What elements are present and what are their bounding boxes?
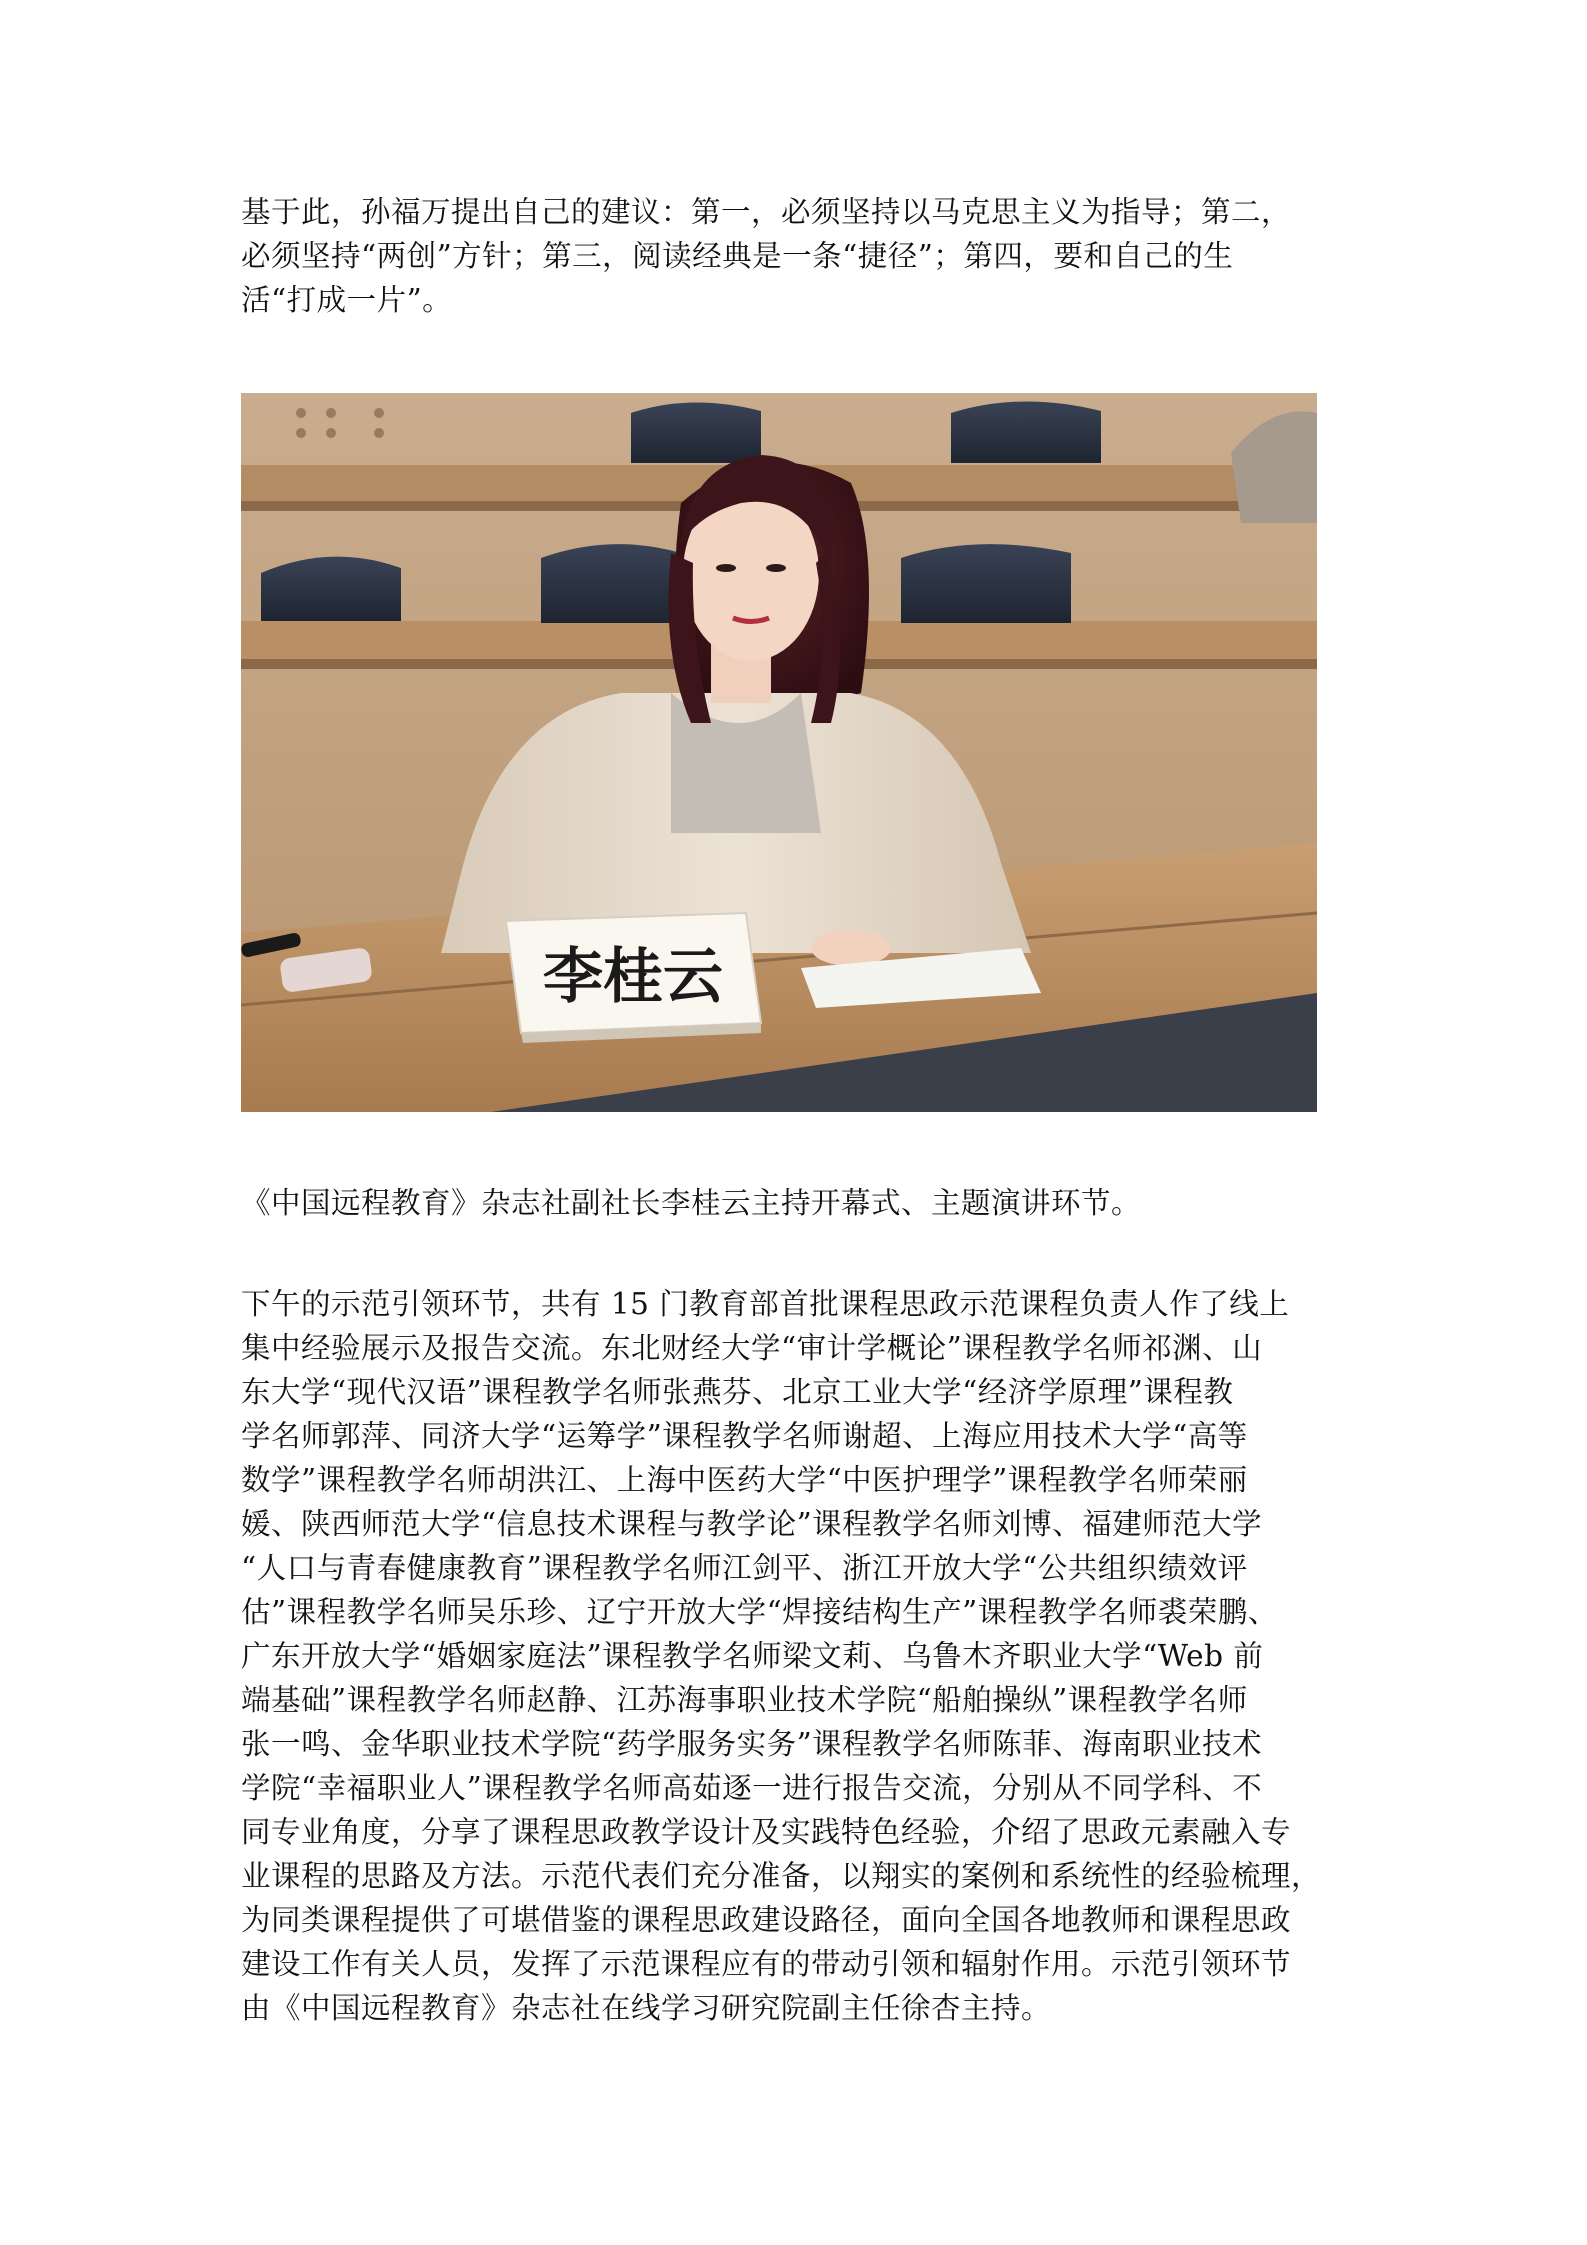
photo-caption: 《中国远程教育》杂志社副社长李桂云主持开幕式、主题演讲环节。	[241, 1186, 1142, 1220]
paragraph-suggestions: 基于此，孙福万提出自己的建议：第一，必须坚持以马克思主义为指导；第二， 必须坚持“两创”方针；第三，阅读经典是一条“捷径”；第四，要和自己的生 活“打成一片”。	[241, 195, 1292, 317]
paragraph-demonstration: 下午的示范引领环节，共有 15 门教育部首批课程思政示范课程负责人作了线上 集中经验展示及报告交流。东北财经大学“审计学概论”课程教学名师祁渊、山 东大学“现代汉语”课程教学名师张燕芬、北京工业大学“经济学原理”课程教 学名师郭萍、同济大学“运筹学”课程教学名师谢超、上海应用技术大学“高等 数学”课程教学名师胡洪江、上海中医药大学“中医护理学”课程教学名师荣丽 媛、陕西师范大学“信息技术课程与教学论”课程教学名师刘博、福建师范大学 “人口与青春健康教育”课程教学名师江剑平、浙江开放大学“公共组织绩效评 估”课程教学名师吴乐珍、辽宁开放大学“焊接结构生产”课程教学名师裘荣鹏、 广东开放大学“婚姻家庭法”课程教学名师梁文莉、乌鲁木齐职业大学“Web 前 端基础”课程教学名师赵静、江苏海事职业技术学院“船舶操纵”课程教学名师 张一鸣、金华职业技术学院“药学服务实务”课程教学名师陈菲、海南职业技术 学院“幸福职业人”课程教学名师高茹逐一进行报告交流，分别从不同学科、不 同专业角度，分享了课程思政教学设计及实践特色经验，介绍了思政元素融入专 业课程的思路及方法。示范代表们充分准备，以翔实的案例和系统性的经验梳理， 为同类课程提供了可堪借鉴的课程思政建设路径，面向全国各地教师和课程思政 建设工作有关人员，发挥了示范课程应有的带动引领和辐射作用。示范引领环节 由《中国远程教育》杂志社在线学习研究院副主任徐杏主持。	[241, 1287, 1322, 2025]
event-photo	[241, 393, 1317, 1112]
nameplate-text: 李桂云	[543, 942, 723, 1012]
